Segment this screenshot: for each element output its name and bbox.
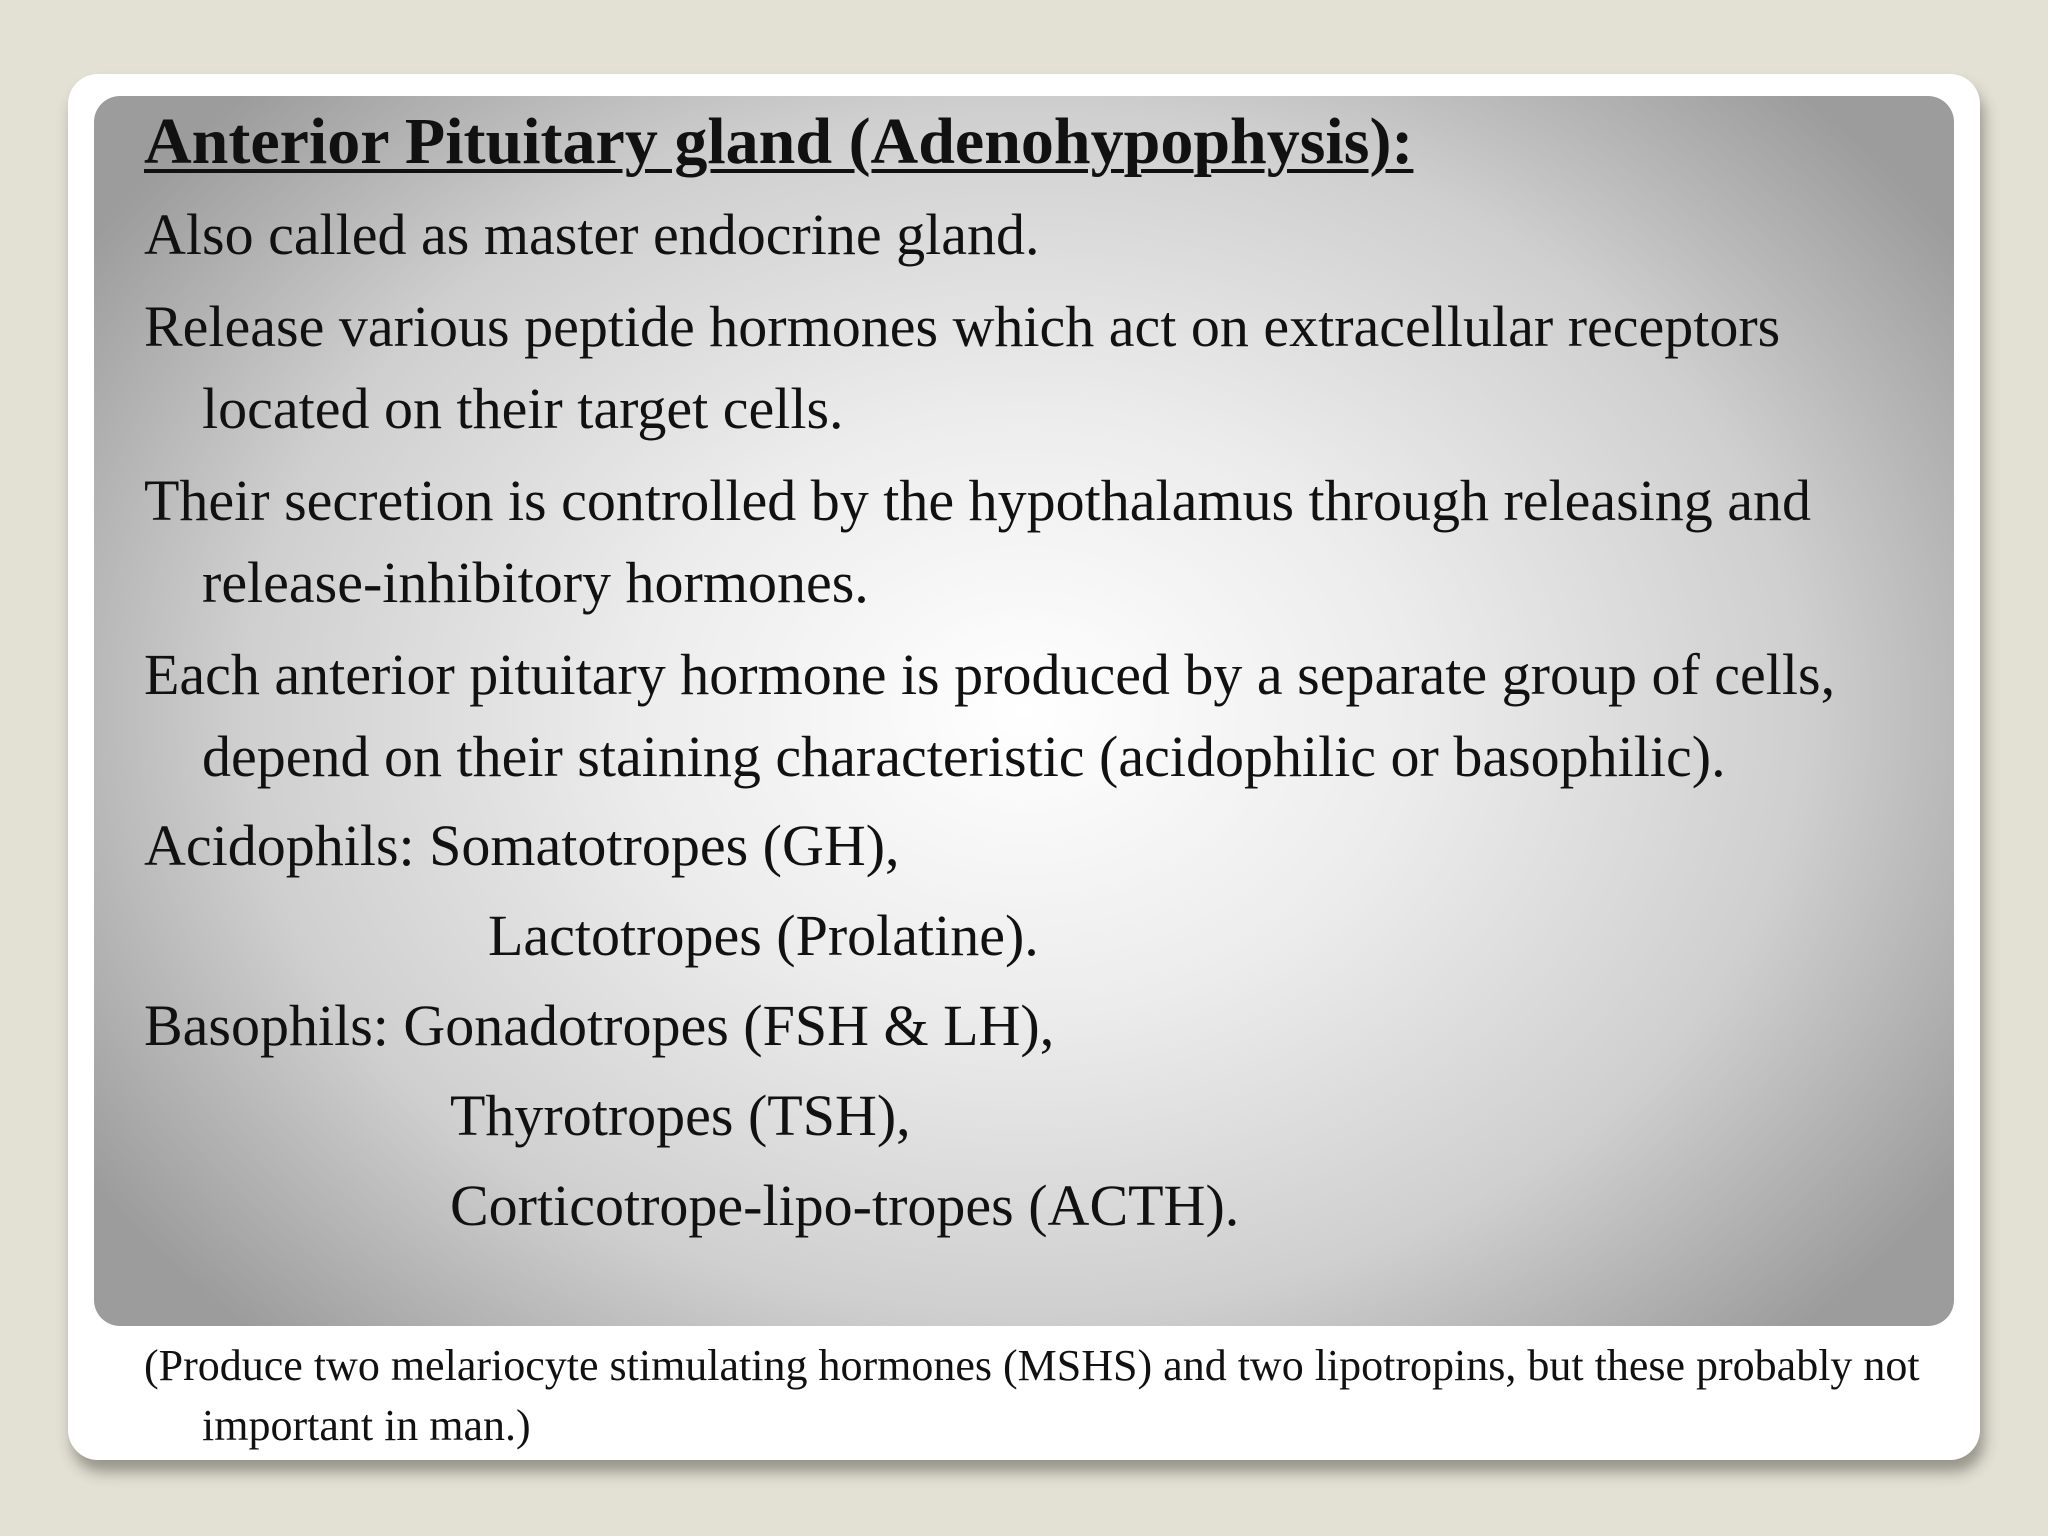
acidophils-label: Acidophils: <box>144 813 430 878</box>
acidophils-item: Somatotropes (GH), <box>429 813 900 878</box>
basophils-row <box>144 1074 1924 1158</box>
paragraph-cell-groups: Each anterior pituitary hormone is produced by a separate group of cells, depend on their staining characteristic (acidophilic or basophilic). <box>144 642 1836 789</box>
basophils-item: Gonadotropes (FSH & LH), <box>403 993 1055 1058</box>
acidophils-row <box>144 804 1924 888</box>
paragraph-hypothalamus-control: Their secretion is controlled by the hypothalamus through releasing and release-inhibitory hormones. <box>144 468 1812 615</box>
paragraph-master-gland: Also called as master endocrine gland. <box>144 202 1040 267</box>
footnote: (Produce two melariocyte stimulating hormones (MSHS) and two lipotropins, but these probably not important in man.) <box>144 1341 1920 1450</box>
slide-title: Anterior Pituitary gland (Adenohypophysis): <box>144 105 1414 178</box>
slide-body <box>144 100 1924 1248</box>
paragraph-peptide-hormones: Release various peptide hormones which act on extracellular receptors located on their target cells. <box>144 294 1781 441</box>
acidophils-item: Lactotropes (Prolatine). <box>488 903 1039 968</box>
basophils-item: Corticotrope-lipo-tropes (ACTH). <box>450 1173 1240 1238</box>
acidophils-row <box>144 894 1924 978</box>
basophils-item: Thyrotropes (TSH), <box>450 1083 911 1148</box>
basophils-row <box>144 984 1924 1068</box>
basophils-label: Basophils: <box>144 993 404 1058</box>
basophils-row <box>144 1164 1924 1248</box>
